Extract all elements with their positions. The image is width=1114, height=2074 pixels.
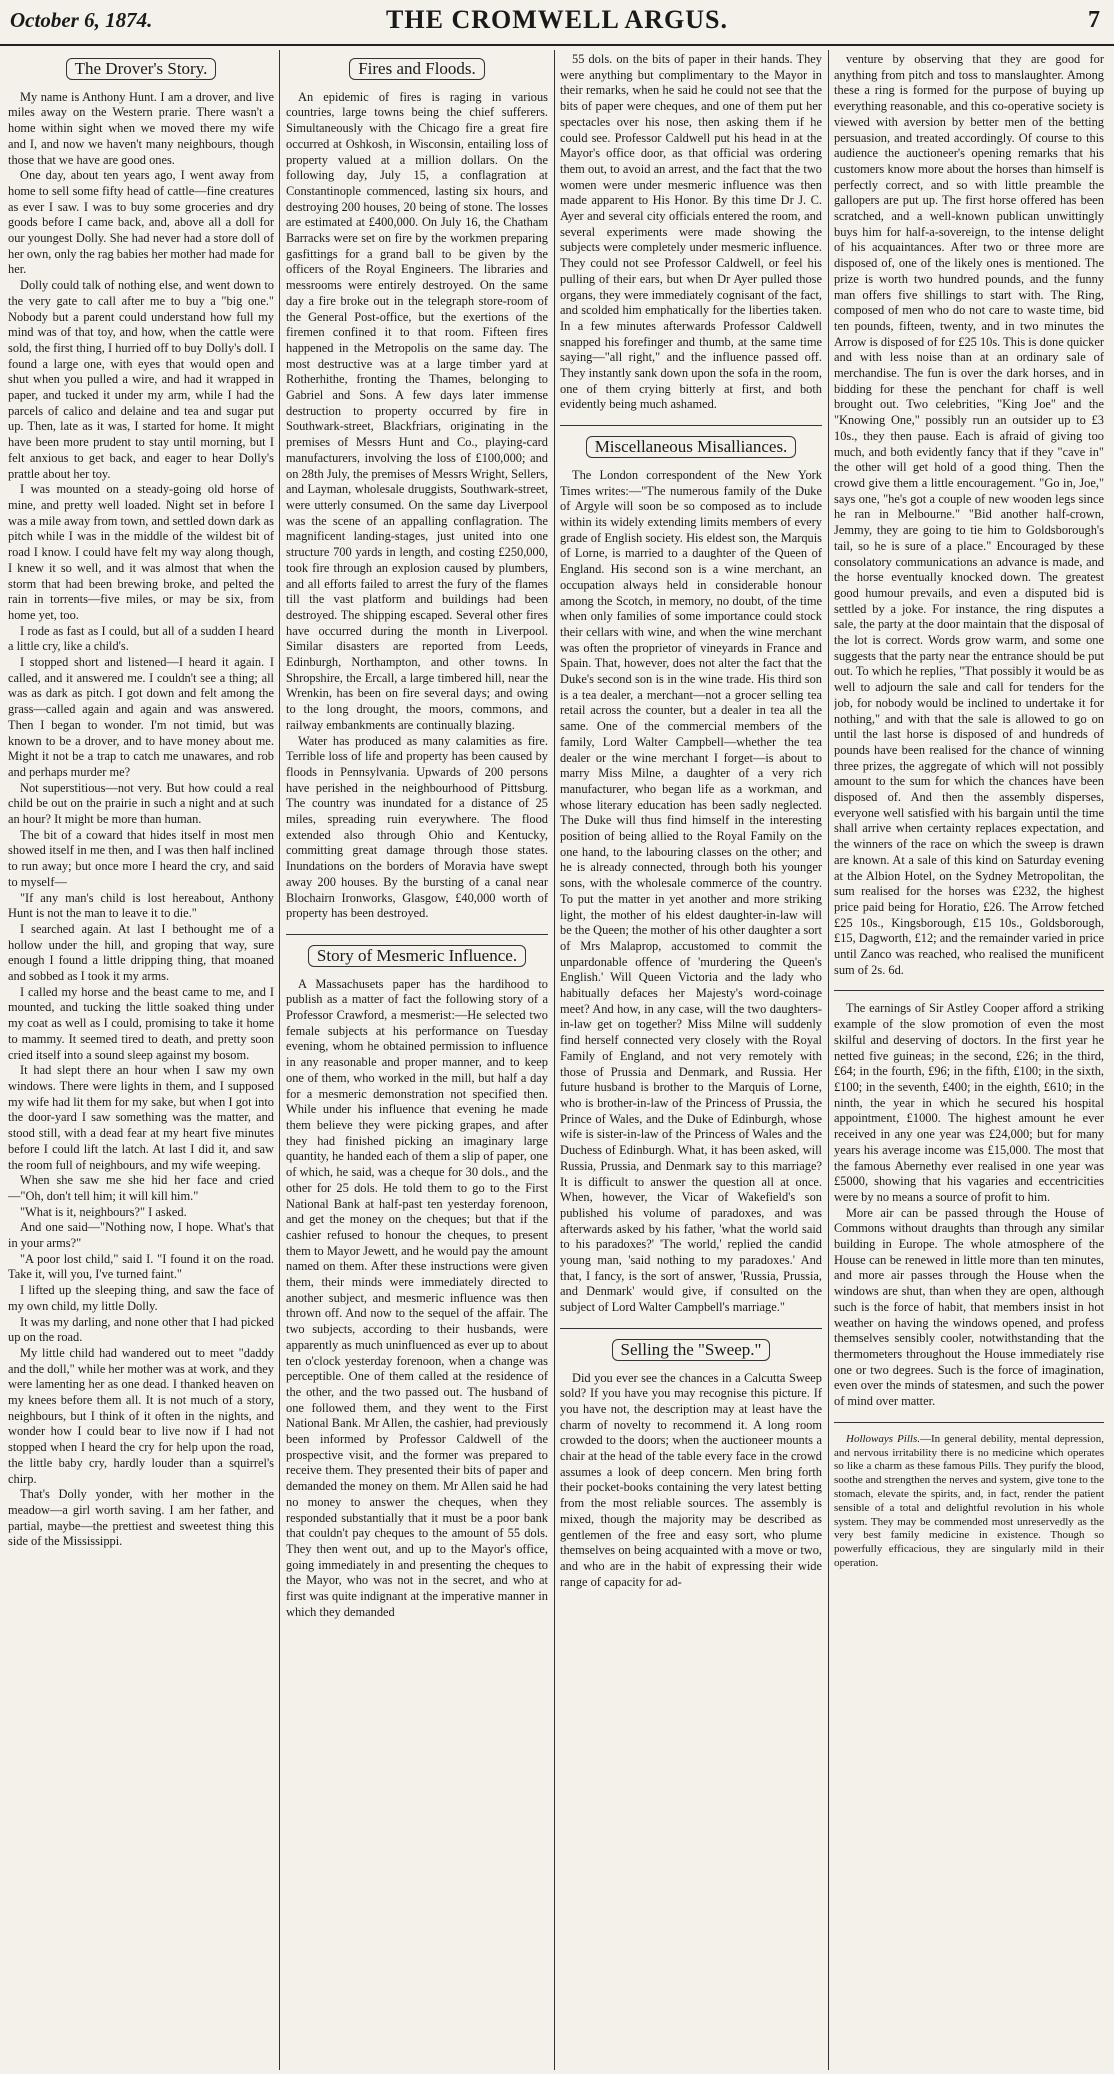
column-rule <box>554 50 555 2070</box>
separator <box>286 934 548 935</box>
article-title-misalliances: Miscellaneous Misalliances. <box>586 436 797 458</box>
paragraph: I stopped short and listened—I heard it again. I called, and it answered me. I couldn't see a thing; all was as dark as pitch. I got down and felt among the grass—called again and again and was answered. Then I began to wonder. I'm not timid, but was known to be a drover, and to have money about me. Might it not be a trap to catch me unawares, and rob and perhaps murder me? <box>8 655 274 779</box>
paragraph: venture by observing that they are good for anything from pitch and toss to manslaughter. Among these a ring is formed for the purpose of buying up everything reasonable, and this co-operative society is viewed with aversion by better men of the betting persuasion, and treated accordingly. Of course to this audience the auctioneer's opening remarks that his customers know more about the horses than himself is perfectly correct, and so with little preamble the gallopers are put up. The first horse offered has been scratched, and a well-known publican unwittingly buys him for half-a-sovereign, to the intense delight of his acquaintances. After two or three more are disposed of, one of the likely ones is mentioned. The prize is worth two hundred pounds, and the funny man offers five shillings to start with. The Ring, composed of men who do not care to waste time, bid ten pounds, fifteen, twenty, and in two minutes the Arrow is disposed of for £25 10s. This is done quicker and with less noise than at an ordinary sale of merchandise. The fun is over the dark horses, and in bidding for these the penchant for chaff is well brought out. Two celebrities, "King Joe" and the "Knowing One," possibly run an outsider up to £3 10s., they then pause. Each is afraid of giving too much, and both evidently fancy that if they "cave in" the other will get hold of a good thing. Then the crowd give them a little encouragement. "Go in, Joe," says one, "he's got a couple of new wooden legs since he ran in Melbourne." "Bid another half-crown, Jemmy, they are going to tie him to Goldsborough's tail, so he is sure of a place." Encouraged by these consolatory communications an advance is made, and the horse eventually knocked down. The greatest good humour prevails, and even a disputed bid is settled by a joke. For instance, the ring disputes a sale, the party at the door maintain that the disposal of the lot is correct. Words grow warm, and some one suggests that the party near the entrance should be put out. To which he replies, "That possibly it would be as well to adjourn the sale and call for tenders for the job, for nobody would be inclined to undertake it for nothing," and with that the sale is allowed to go on until the last horse is disposed of and hundreds of pounds have been realised for the chance of winning three prizes, the aggregate of which will not possibly amount to the sum for which the chances have been disposed of. And then the assembly disperses, everyone well satisfied with his bargain until the time shall arrive when certainty replaces expectation, and the winners of the race on which the sweep is drawn are known. At a sale of this kind on Saturday evening at the Albion Hotel, on the Sydney Metropolitan, the sum realised for the horses was £232, the highest price paid being for Horatio, £26. The Arrow fetched £25 10s., Kingsborough, £15 10s., Goldsborough, £15, Dagworth, £12; and the remainder varied in price until Zanco was reached, who realised the munificent sum of 2s. 6d. <box>834 52 1104 977</box>
column-1 <box>8 52 274 2070</box>
paragraph: "If any man's child is lost hereabout, Anthony Hunt is not the man to leave it to die." <box>8 890 274 921</box>
paragraph: The bit of a coward that hides itself in most men showed itself in me then, and I was then half inclined to run away; but once more I heard the cry, and said to myself— <box>8 827 274 889</box>
issue-date: October 6, 1874. <box>10 8 153 32</box>
paragraph: "A poor lost child," said I. "I found it on the road. Take it, will you, I've turned faint." <box>8 1251 274 1282</box>
paragraph: My little child had wandered out to meet "daddy and the doll," while her mother was at work, and they were lamenting her as one dead. I thanked heaven on my knees before them all. It is not much of a story, neighbours, but I think of it often in the nights, and wonder how I could bear to live now if I had not stopped when I heard the cry for help upon the road, the little baby cry, hardly louder than a squirrel's chirp. <box>8 1345 274 1486</box>
article-title-mesmeric-influence: Story of Mesmeric Influence. <box>308 945 526 967</box>
paragraph: Water has produced as many calamities as fire. Terrible loss of life and property has been caused by floods in Pennsylvania. Upwards of 200 persons have perished in the neighbourhood of Pittsburg. The country was inundated for a distance of 25 miles, spreading ruin everywhere. The flood extended also through Ohio and Kentucky, committing great damage through those states. Inundations on the borders of Moravia have swept away 200 houses. By the bursting of a canal near Blochairn Ironworks, Glasgow, £40,000 worth of property has been destroyed. <box>286 733 548 921</box>
article-title-fires-and-floods: Fires and Floods. <box>349 58 485 80</box>
paragraph: "What is it, neighbours?" I asked. <box>20 1204 187 1219</box>
separator <box>560 425 822 426</box>
paragraph: I lifted up the sleeping thing, and saw the face of my own child, my little Dolly. <box>8 1283 274 1313</box>
advert-lead: Holloways Pills. <box>846 1432 920 1445</box>
article-title-drovers-story: The Drover's Story. <box>66 58 217 80</box>
column-3 <box>560 52 822 2070</box>
newspaper-title: THE CROMWELL ARGUS. <box>386 5 728 34</box>
advert-text: —In general debility, mental depression, and nervous irritability there is no medicine which operates so like a charm as these famous Pills. They purify the blood, soothe and strengthen the nerves and system, give tone to the stomach, elevate the spirits, and, in fact, render the patient sensible of a total and delightful revolution in his whole system. They may be commended most unreservedly as the very best family medicine in existence. Though so powerfully efficacious, they are singularly mild in their operation. <box>834 1432 1104 1569</box>
paragraph: It was my darling, and none other that I had picked up on the road. <box>8 1314 274 1345</box>
separator <box>834 990 1104 991</box>
paragraph: I searched again. At last I bethought me of a hollow under the hill, and groping that way, sure enough I found a little dripping thing, that moaned and sobbed as I took it my arms. <box>8 921 274 984</box>
masthead <box>0 0 1114 46</box>
separator <box>834 1422 1104 1423</box>
paragraph: 55 dols. on the bits of paper in their hands. They were anything but complimentary to the Mayor in their remarks, when he said he could not see that the bits of paper were cheques, and one of them put her spectacles over his nose, then asking them if he could see. Professor Caldwell put his head in at the Mayor's office door, as that official was ordering them out, to avoid an arrest, and the fact that the two women were under mesmeric influence was then made apparent to His Honor. By this time Dr J. C. Ayer and several city officials entered the room, and several experiments were made showing the subjects were completely under mesmeric influence. They could not see Professor Caldwell, or feel his pulling of their ears, but when Dr Ayer pulled those organs, they were immediately cognisant of the fact, and scolded him emphatically for the liberties taken. In a few minutes afterwards Professor Caldwell snapped his forefinger and thumb, at the same time saying—"all right," and the influence passed off. They instantly sank down upon the sofa in the room, one of them crying bitterly at first, and both evidently being much ashamed. <box>560 52 822 412</box>
separator <box>560 1328 822 1329</box>
article-misalliances <box>560 468 822 1316</box>
article-mesmeric-influence <box>286 977 548 1621</box>
paragraph: It had slept there an hour when I saw my own windows. There were lights in them, and I supposed my wife had lit them for my sake, but when I got into the door-yard I saw something was the matter, and stood still, with a dead fear at my heart five minutes before I could lift the latch. At last I did it, and saw the room full of neighbours, and my wife weeping. <box>8 1063 274 1172</box>
paragraph: Not superstitious—not very. But how could a real child be out on the prairie in such a night and at such an hour? It might be more than human. <box>8 780 274 827</box>
paragraph: A Massachusets paper has the hardihood to publish as a matter of fact the following story of a Professor Crawford, a mesmerist:—He selected two female subjects at his performance on Tuesday evening, whom he obtained permission to influence in any reasonable and proper manner, and to keep one of them, who worked in the mill, but half a day for a mesmeric demonstration not specified then. While under his influence that evening he made them believe they were picking grapes, and after they had finished picking an imaginary large quantity, he handed each of them a slip of paper, one of which, he said, was a cheque for 30 dols., and the other for 25 dols. He told them to go to the First National Bank at half-past ten yesterday forenoon, and get the money on the cheques; but that if the cashier refused to honour the cheques, to present them to Mayor Jewett, and he would pay the amount named on them. After these instructions were given them, their minds were immediately directed to another subject, and mesmeric influence was then thrown off. And now to the sequel of the affair. The two subjects, according to their husbands, were apparently as much uninfluenced as ever up to about ten o'clock yesterday forenoon, when a change was perceptible. One of them called at the residence of the other, and the two passed out. The husband of one followed them, and they went to the First National Bank. Mr Allen, the cashier, had previously been informed by Professor Caldwell of the prospective visit, and the former was prepared to receive them. They presented their bits of paper and demanded the money on them. Mr Allen said he had no money to answer the cheques, when they responded substantially that it must be a poor bank that couldn't pay cheques to the amount of 55 dols. They then went out, and up to the Mayor's office, going immediately in and presenting the cheques to the Mayor, who was not in the secret, and who at first was quite indignant at the imperative manner in which they demanded <box>286 976 548 1619</box>
paragraph: I called my horse and the beast came to me, and I mounted, and tucking the little soaked thing under my coat as well as I could, promising to take it home to mammy. It seemed tired to death, and pretty soon cried itself into a sound sleep against my bosom. <box>8 984 274 1062</box>
paragraph: I rode as fast as I could, but all of a sudden I heard a little cry, like a child's. <box>8 623 274 654</box>
column-2 <box>286 52 548 2070</box>
paragraph: That's Dolly yonder, with her mother in the meadow—a girl worth saving. I am her father, and partial, maybe—the prettiest and sweetest thing this side of the Mississippi. <box>8 1487 274 1549</box>
paragraph: And one said—"Nothing now, I hope. What's that in your arms?" <box>8 1220 274 1251</box>
paragraph: The London correspondent of the New York Times writes:—"The numerous family of the Duke of Argyle will soon be so composed as to include within its widely extending limits members of every grade of English society. His eldest son, the Marquis of Lorne, is married to a daughter of the Queen of England. His second son is a wine merchant, an occupation always held in considerable honour among the Scotch, in memory, no doubt, of the time when only families of some importance could stock their cellars with wine, and when the wine merchant was often the proprietor of vineyards in France and Spain. That, however, does not alter the fact that the Duke's second son is in the wine trade. His third son is a tea dealer, a merchant—not a grocer selling tea retail across the counter, but a dealer in tea all the same. One of the commercial members of the family, Lord Walter Campbell—whether the tea dealer or the wine merchant I forget—is about to marry Miss Milne, a daughter of a very rich manufacturer, who began life as a workman, and whose literary education has been sadly neglected. The Duke will thus find himself in the interesting position of being allied to the Royal Family on the one hand, to the labouring classes on the other; and he is already connected, through both his younger sons, with the wholesale commerce of the country. To put the matter in yet another and more striking light, the mother of his eldest daughter-in-law will be the Queen; the mother of his other daughter a sort of Mrs Malaprop, accustomed to commit the unpardonable offence of 'murdering the Queen's English.' Will Queen Victoria and the lady who habitually defaces her Majesty's word-coinage meet? And how, in any case, will the two daughters-in-law get on together? Miss Milne will suddenly find herself connected very closely with the Royal Family of England, and not very remotely with those of Prussia and Denmark, and Russia. Her future husband is brother to the Marquis of Lorne, who is brother-in-law of the Princess of Prussia, the Prince of Wales, and the Duke of Edinburgh, whose wife is sister-in-law of the Princess of Wales and the Duchess of Edinburgh. What, it has been asked, will Russia, Prussia, and Denmark say to this marriage? It is difficult to answer the question all at once. When, however, the Vicar of Wakefield's son published his volume of paradoxes, and was afterwards asked by his father, 'what the world said to his paradoxes?' 'The world,' replied the candid young man, 'said nothing to my paradoxes.' And that, I fancy, is the sort of answer, 'Russia, Prussia, and Denmark' would give, if consulted on the subject of Lord Walter Campbell's marriage." <box>560 467 822 1315</box>
article-fires-and-floods <box>286 90 548 922</box>
article-astley-cooper <box>834 1001 1104 1409</box>
column-rule <box>279 50 280 2070</box>
paragraph: When she saw me she hid her face and cried—"Oh, don't tell him; it will kill him." <box>8 1173 274 1203</box>
article-title-selling-sweep: Selling the "Sweep." <box>612 1339 771 1361</box>
article-mesmeric-continued <box>560 52 822 413</box>
column-4 <box>834 52 1104 2070</box>
article-drovers-story <box>8 90 274 1550</box>
page-number: 7 <box>1088 7 1100 33</box>
paragraph: One day, about ten years ago, I went away from home to sell some fifty head of cattle—fine creatures as ever I saw. I was to buy some groceries and dry goods before I came back, and, above all a doll for our youngest Dolly. She had never had a store doll of her own, only the rag babies her mother had made for her. <box>8 168 274 277</box>
holloways-advert <box>834 1433 1104 1571</box>
paragraph: My name is Anthony Hunt. I am a drover, and live miles away on the Western prarie. There wasn't a home within sight when we moved there my wife and I, and now we haven't many neighbours, though those that we have are good ones. <box>8 89 274 167</box>
paragraph: Did you ever see the chances in a Calcutta Sweep sold? If you have you may recognise this picture. If you have not, the description may at least have the charm of novelty to recommend it. A long room crowded to the doors; when the auctioneer mounts a chair at the head of the table every face in the crowd assumes a look of deep concern. Men bring forth their pocket-books containing the very latest betting from the most reliable sources. The assembly is mixed, though the majority may be described as gentlemen of the free and easy sort, who plume themselves on being acquainted with a move or two, and who are in the habit of expressing their wide range of capacity for ad- <box>560 1370 822 1589</box>
paragraph: An epidemic of fires is raging in various countries, large towns being the chief sufferers. Simultaneously with the Chicago fire a great fire occurred at Oshkosh, in Wisconsin, entailing loss of property valued at a million dollars. On the following day, July 15, a conflagration at Constantinople commenced, lasting six hours, and destroying 200 houses, 20 being of stone. The losses are estimated at £400,000. On July 16, the Chatham Barracks were set on fire by the workmen preparing gasfittings for a grand ball to be given by the officers of the Royal Engineers. The libraries and messrooms were entirely destroyed. On the same day a fire broke out in the telegraph store-room of the General Post-office, but the exertions of the firemen confined it to that room. Fifteen fires happened in the Metropolis on the same day. The most destructive was at a large timber yard at Rotherhithe, fronting the Thames, belonging to Gabriel and Sons. A few days later immense destruction to property occurred by fire in Southwark-street, Blackfriars, originating in the premises of Messrs Hunt and Co., playing-card manufacturers, involving the loss of £100,000; and on 28th July, the premises of Messrs Wright, Sellers, and Layman, wholesale druggists, Southwark-street, were utterly consumed. On the same day Liverpool was the scene of an appalling conflagration. The magnificent landing-stages, just united into one structure 700 yards in length, and costing £250,000, took fire through an explosion caused by plumbers, and all efforts failed to arrest the fury of the flames till the vast platform and buildings had been destroyed. The shipping escaped. Several other fires have occurred during the month in Liverpool. Similar disasters are reported from Leeds, Edinburgh, Northampton, and other towns. In Shropshire, the Ercall, a large timbered hill, near the Wrenkin, has been on fire several days; and owing to the long drought, the moors, commons, and railway embankments are continually blazing. <box>286 89 548 732</box>
article-selling-sweep <box>560 1371 822 1591</box>
column-rule <box>828 50 829 2070</box>
paragraph: More air can be passed through the House of Commons without draughts than through any similar building in Europe. The whole atmosphere of the House can be renewed in little more than ten minutes, and more air passes through the House when the windows are shut, than when they are open, although such is the force of habit, that members insist in hot weather on having the windows opened, and profess themselves sensibly cooler, notwithstanding that the thermometers throughout the House immediately rise one or two degrees. Such is the force of imagination, even over the minds of statesmen, and such the power of mind over matter. <box>834 1205 1104 1409</box>
paragraph: I was mounted on a steady-going old horse of mine, and pretty well loaded. Night set in before I was a mile away from town, and settled down dark as pitch while I was in the middle of the wildest bit of road I know. I could have felt my way along though, I knew it so well, and it was almost that when the storm that had been brewing broke, and pelted the rain in torrents—five miles, or may be six, from home yet, too. <box>8 482 274 622</box>
paragraph: The earnings of Sir Astley Cooper afford a striking example of the slow promotion of even the most skilful and deserving of doctors. In the first year he netted five guineas; in the second, £26; in the third, £64; in the fourth, £96; in the fifth, £100; in the sixth, £100; in the seventh, £400; in the eighth, £610; in the ninth, the year in which he secured his hospital appointment, £1000. The highest amount he ever received in any one year was £24,000; but for many years his average income was £15,000. The most that the famous Abernethy ever realised in one year was £5000, showing that his vagaries and eccentricities were by no means a source of profit to him. <box>834 1001 1104 1204</box>
paragraph: Dolly could talk of nothing else, and went down to the very gate to call after me to buy a "big one." Nobody but a parent could understand how full my mind was of that toy, and how, when the cattle were sold, the first thing, I hurried off to buy Dolly's doll. I found a large one, with eyes that would open and shut when you pulled a wire, and had it wrapped in paper, and tucked it under my arm, while I had the parcels of calico and delaine and tea and sugar put up. Then, late as it was, I started for home. It might have been more prudent to stay until morning, but I felt anxious to get back, and eager to hear Dolly's prattle about her toy. <box>8 278 274 481</box>
article-sweep-continued <box>834 52 1104 978</box>
